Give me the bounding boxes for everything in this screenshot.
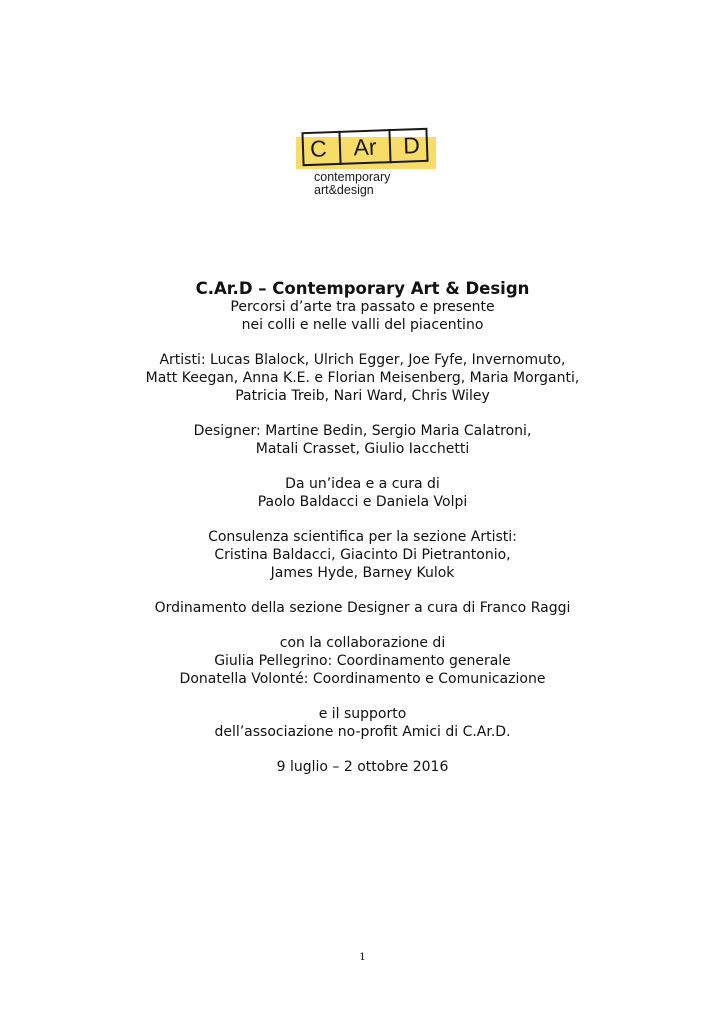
logo-letter-d: D [402, 131, 421, 159]
subtitle-line: nei colli e nelle valli del piacentino [241, 316, 484, 333]
dates-block [0, 759, 725, 777]
logo-letter-c: C [309, 134, 328, 162]
card-logo [296, 124, 446, 204]
document-body [0, 279, 725, 777]
logo-divider [338, 131, 342, 165]
logo-mark [296, 130, 436, 168]
logo-divider [388, 129, 392, 163]
exhibition-dates: 9 luglio – 2 ottobre 2016 [276, 759, 449, 776]
support-line: dell’associazione no-profit Amici di C.Ar.D. [214, 724, 511, 741]
arrangement-line: Ordinamento della sezione Designer a cura di Franco Raggi [154, 600, 571, 617]
artists-line: Artisti: Lucas Blalock, Ulrich Egger, Joe Fyfe, Invernomuto, [159, 352, 566, 369]
collaboration-line: Giulia Pellegrino: Coordinamento generale [214, 653, 511, 670]
idea-block [0, 476, 725, 512]
consulting-block [0, 529, 725, 582]
consulting-line: Cristina Baldacci, Giacinto Di Pietrantonio, [214, 546, 511, 563]
artists-line: Matt Keegan, Anna K.E. e Florian Meisenberg, Maria Morganti, [145, 369, 580, 386]
artists-block [0, 352, 725, 405]
logo-subtitle [314, 171, 390, 197]
logo-letter-ar: Ar [353, 133, 377, 160]
collaboration-line: con la collaborazione di [279, 635, 446, 652]
arrangement-block [0, 600, 725, 618]
idea-line: Paolo Baldacci e Daniela Volpi [257, 493, 468, 510]
designer-line: Matali Crasset, Giulio Iacchetti [255, 440, 470, 457]
subtitle-block [0, 299, 725, 335]
document-title: C.Ar.D – Contemporary Art & Design [195, 279, 530, 298]
logo-subtitle-line: art&design [314, 183, 374, 197]
consulting-line: Consulenza scientifica per la sezione Artisti: [208, 529, 517, 546]
page-number: 1 [359, 952, 366, 963]
logo-subtitle-line: contemporary [314, 170, 391, 184]
subtitle-line: Percorsi d’arte tra passato e presente [230, 299, 495, 315]
collaboration-block [0, 635, 725, 688]
designer-line: Designer: Martine Bedin, Sergio Maria Calatroni, [193, 422, 532, 439]
consulting-line: James Hyde, Barney Kulok [270, 564, 455, 581]
idea-line: Da un’idea e a cura di [285, 476, 440, 493]
collaboration-line: Donatella Volonté: Coordinamento e Comunicazione [179, 670, 546, 687]
support-block [0, 706, 725, 742]
support-line: e il supporto [318, 706, 407, 723]
logo-frame [301, 128, 428, 166]
artists-line: Patricia Treib, Nari Ward, Chris Wiley [235, 387, 490, 404]
designer-block [0, 423, 725, 459]
